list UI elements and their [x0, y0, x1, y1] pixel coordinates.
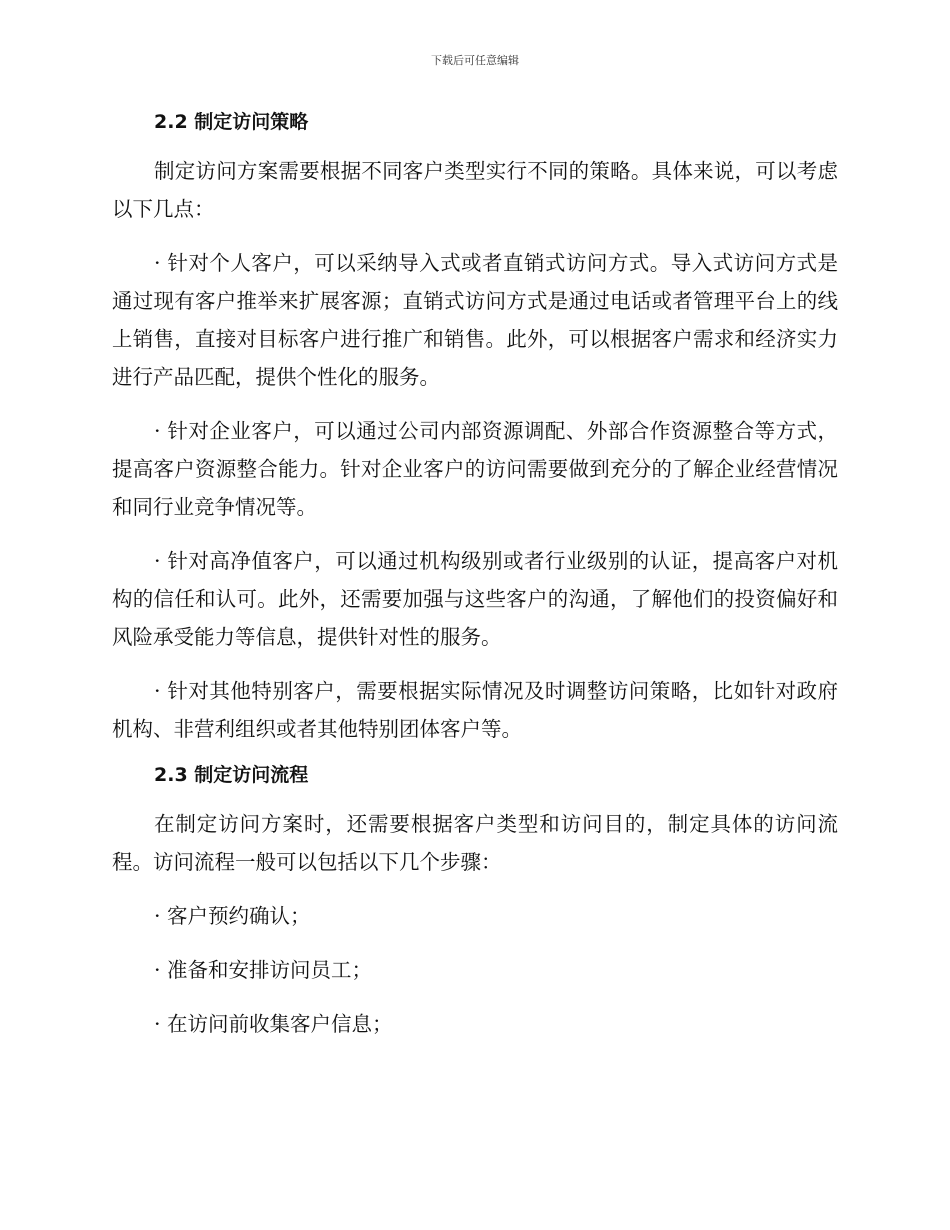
section-heading-2-3: 2.3 制定访问流程	[154, 764, 309, 786]
strategy-bullet-individual: · 针对个人客户，可以采纳导入式或者直销式访问方式。导入式访问方式是通过现有客户推举来扩展客源；直销式访问方式是通过电话或者管理平台上的线上销售，直接对目标客户进行推广和销售。此外，可以根据客户需求和经济实力进行产品匹配，提供个性化的服务。	[112, 251, 838, 389]
section-2-2-intro: 制定访问方案需要根据不同客户类型实行不同的策略。具体来说，可以考虑以下几点：	[112, 159, 838, 221]
process-step-2: · 准备和安排访问员工；	[154, 958, 373, 982]
strategy-bullet-special: · 针对其他特别客户，需要根据实际情况及时调整访问策略，比如针对政府机构、非营利组织或者其他特别团体客户等。	[112, 679, 838, 741]
strategy-bullet-high-net-worth: · 针对高净值客户，可以通过机构级别或者行业级别的认证，提高客户对机构的信任和认可。此外，还需要加强与这些客户的沟通，了解他们的投资偏好和风险承受能力等信息，提供针对性的服务。	[112, 549, 838, 649]
document-body	[112, 108, 838, 1043]
section-heading-2-2: 2.2 制定访问策略	[154, 111, 309, 133]
process-step-3: · 在访问前收集客户信息；	[154, 1012, 393, 1036]
page-header: 下载后可任意编辑	[431, 54, 519, 67]
strategy-bullet-enterprise: · 针对企业客户，可以通过公司内部资源调配、外部合作资源整合等方式，提高客户资源整合能力。针对企业客户的访问需要做到充分的了解企业经营情况和同行业竞争情况等。	[112, 419, 838, 519]
section-2-3-intro: 在制定访问方案时，还需要根据客户类型和访问目的，制定具体的访问流程。访问流程一般可以包括以下几个步骤：	[112, 812, 838, 874]
process-step-1: · 客户预约确认；	[154, 904, 311, 928]
